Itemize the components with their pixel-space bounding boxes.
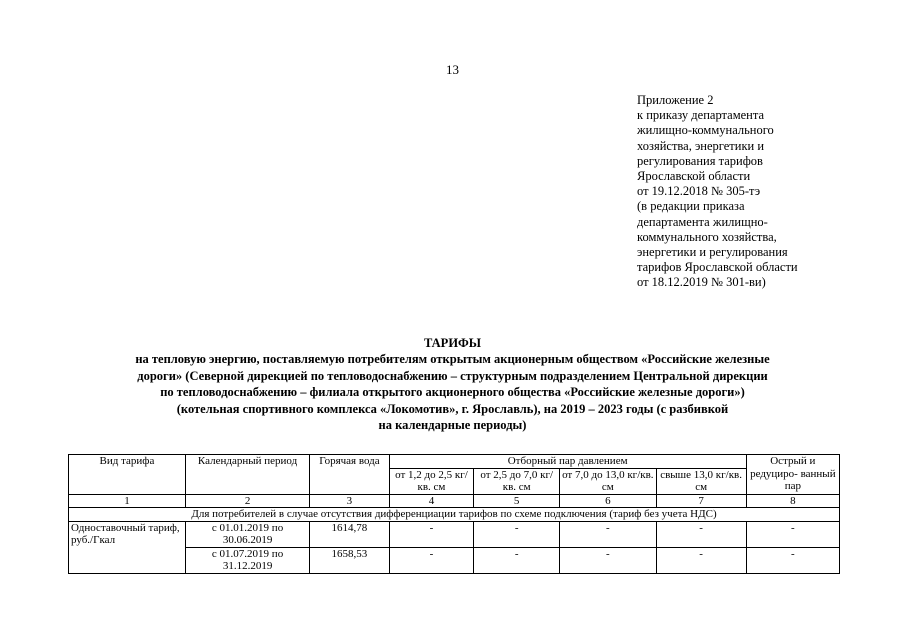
header-tariff-type: Вид тарифа (69, 455, 186, 495)
header-hot-water: Горячая вода (310, 455, 389, 495)
steam-3-cell: - (560, 547, 657, 573)
page-number: 13 (446, 62, 459, 77)
period-cell: с 01.01.2019 по 30.06.2019 (185, 521, 309, 547)
title-heading: ТАРИФЫ (423, 336, 482, 350)
col-number: 3 (310, 494, 389, 508)
steam-3-cell: - (560, 521, 657, 547)
title-line: дороги» (Северной дирекцией по тепловодоснабжению – структурным подразделением Центральной дирекции (137, 368, 768, 383)
steam-4-cell: - (656, 547, 746, 573)
document-title (40, 335, 865, 433)
appendix-line: Ярославской области (637, 169, 751, 184)
header-sharp-steam: Острый и редуциро- ванный пар (746, 455, 839, 495)
header-period: Календарный период (185, 455, 309, 495)
hot-water-cell: 1658,53 (310, 547, 389, 573)
col-number: 1 (69, 494, 186, 508)
hot-water-cell: 1614,78 (310, 521, 389, 547)
column-numbers-row (69, 494, 840, 508)
table-row (69, 521, 840, 547)
steam-4-cell: - (656, 521, 746, 547)
title-line: по тепловодоснабжению – филиала открытого акционерного общества «Российские железные дороги») (160, 385, 745, 400)
col-number: 2 (185, 494, 309, 508)
appendix-line: коммунального хозяйства, (637, 229, 777, 244)
appendix-line: тарифов Ярославской области (637, 260, 798, 275)
steam-2-cell: - (474, 521, 560, 547)
title-line: (котельная спортивного комплекса «Локомотив», г. Ярославль), на 2019 – 2023 годы (с разбивкой (176, 401, 729, 416)
title-line: на календарные периоды) (378, 418, 527, 433)
appendix-line: хозяйства, энергетики и (637, 138, 765, 153)
appendix-line: жилищно-коммунального (637, 123, 774, 138)
section-row (69, 508, 840, 522)
header-row (69, 455, 840, 469)
tariff-name: Одноставочный тариф, руб./Гкал (69, 521, 186, 573)
header-steam-4: свыше 13,0 кг/кв. см (656, 468, 746, 494)
steam-1-cell: - (389, 547, 474, 573)
col-number: 6 (560, 494, 657, 508)
title-line: на тепловую энергию, поставляемую потребителям открытым акционерным обществом «Российские железные (135, 352, 770, 367)
appendix-line: от 18.12.2019 № 301-ви) (637, 275, 766, 290)
col-number: 5 (474, 494, 560, 508)
appendix-line: (в редакции приказа (637, 199, 745, 214)
header-steam-1: от 1,2 до 2,5 кг/кв. см (389, 468, 474, 494)
header-steam-3: от 7,0 до 13,0 кг/кв. см (560, 468, 657, 494)
appendix-line: к приказу департамента (637, 108, 765, 123)
appendix-line: регулирования тарифов (637, 153, 763, 168)
tariff-table (68, 454, 840, 574)
appendix-line: от 19.12.2018 № 305-тэ (637, 184, 761, 199)
header-steam: Отборный пар давлением (389, 455, 746, 469)
steam-2-cell: - (474, 547, 560, 573)
steam-1-cell: - (389, 521, 474, 547)
appendix-line: департамента жилищно- (637, 214, 768, 229)
sharp-steam-cell: - (746, 521, 839, 547)
header-steam-2: от 2,5 до 7,0 кг/кв. см (474, 468, 560, 494)
section-title: Для потребителей в случае отсутствия дифференциации тарифов по схеме подключения (тариф без учета НДС) (69, 508, 840, 522)
col-number: 8 (746, 494, 839, 508)
appendix-block (637, 93, 877, 291)
sharp-steam-cell: - (746, 547, 839, 573)
col-number: 4 (389, 494, 474, 508)
appendix-line: энергетики и регулирования (637, 245, 788, 260)
col-number: 7 (656, 494, 746, 508)
appendix-line: Приложение 2 (637, 93, 714, 107)
period-cell: с 01.07.2019 по 31.12.2019 (185, 547, 309, 573)
